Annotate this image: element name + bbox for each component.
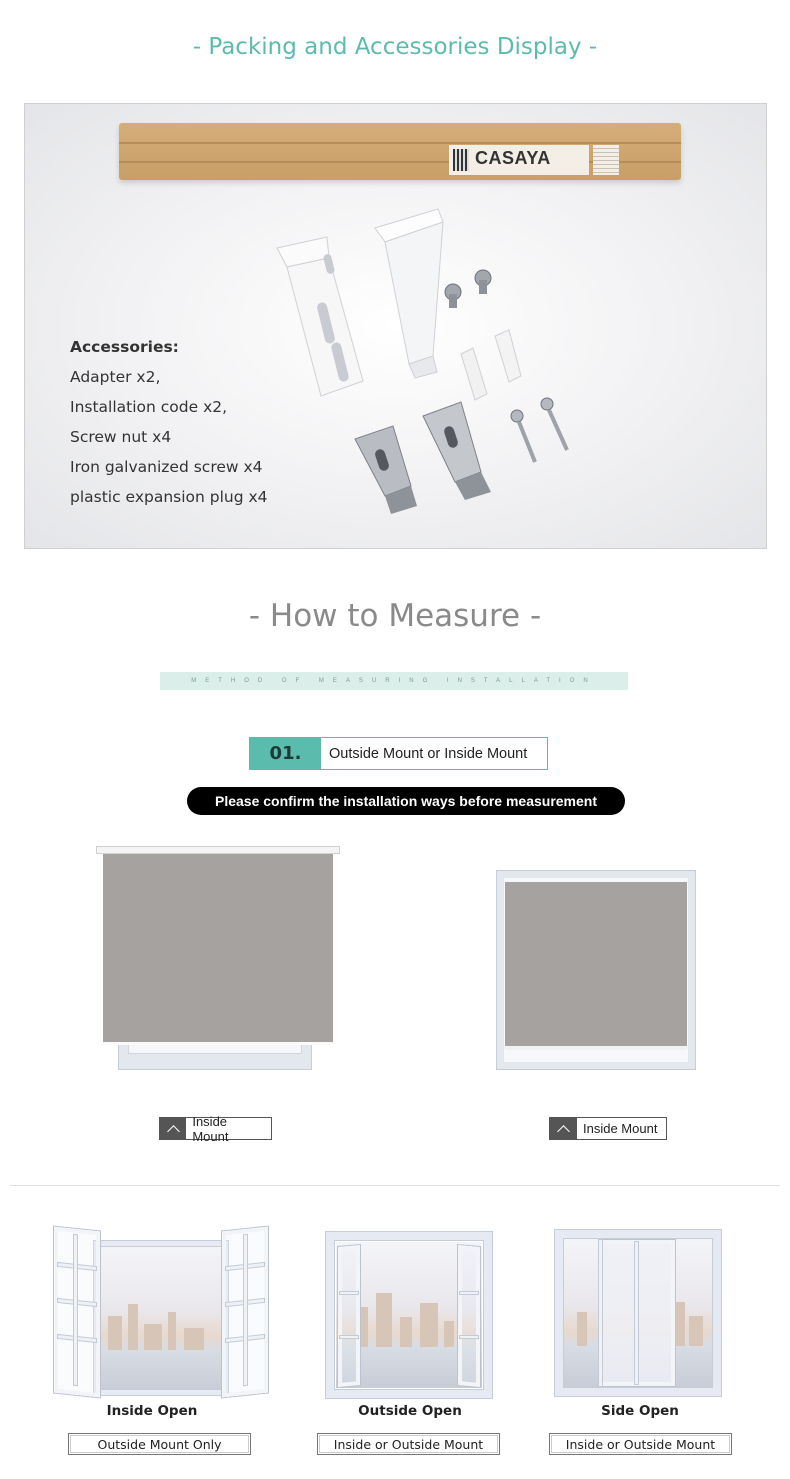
window-type-title: Inside Open [106,1403,198,1419]
blind-illustration-right [496,870,696,1070]
mount-label-left: Inside Mount [159,1117,272,1140]
step-number: 01. [250,738,321,769]
window-type-title: Outside Open [358,1403,462,1419]
window-outside-open [326,1232,492,1398]
chevron-up-icon [550,1118,577,1139]
white-bracket-icon [277,237,363,396]
accessory-item: Screw nut x4 [70,428,172,446]
window-type-title: Side Open [601,1403,679,1419]
screw-nut-icon [445,270,491,308]
brand-name: CASAYA [475,148,551,168]
mount-label-right: Inside Mount [549,1117,667,1140]
accessory-item: Installation code x2, [70,398,228,416]
packing-photo [24,103,767,549]
measure-title: - How to Measure - [248,598,542,634]
mount-type-box: Inside or Outside Mount [317,1433,500,1455]
measure-subtitle-bar: METHOD OF MEASURING INSTALLATION [160,672,628,690]
galvanized-screw-icon [511,398,567,462]
blind-illustration-left [96,846,340,1072]
packing-title: - Packing and Accessories Display - [192,34,598,60]
step-header [249,737,548,770]
step-label: Outside Mount or Inside Mount [329,745,528,762]
installation-clip-icon [423,402,491,500]
mount-type-box: Outside Mount Only [68,1433,251,1455]
mount-type-box: Inside or Outside Mount [549,1433,732,1455]
accessory-item: plastic expansion plug x4 [70,488,268,506]
section-divider [10,1185,780,1186]
white-bracket-icon [375,209,443,378]
accessory-item: Adapter x2, [70,368,161,386]
accessories-list [70,332,268,512]
accessories-heading: Accessories: [70,338,179,356]
installation-clip-icon [355,426,417,514]
notice-pill: Please confirm the installation ways before measurement [187,787,625,815]
window-inside-open [50,1225,272,1397]
window-side-open [555,1230,721,1396]
accessory-item: Iron galvanized screw x4 [70,458,263,476]
chevron-up-icon [160,1118,186,1139]
expansion-plug-icon [461,330,521,400]
